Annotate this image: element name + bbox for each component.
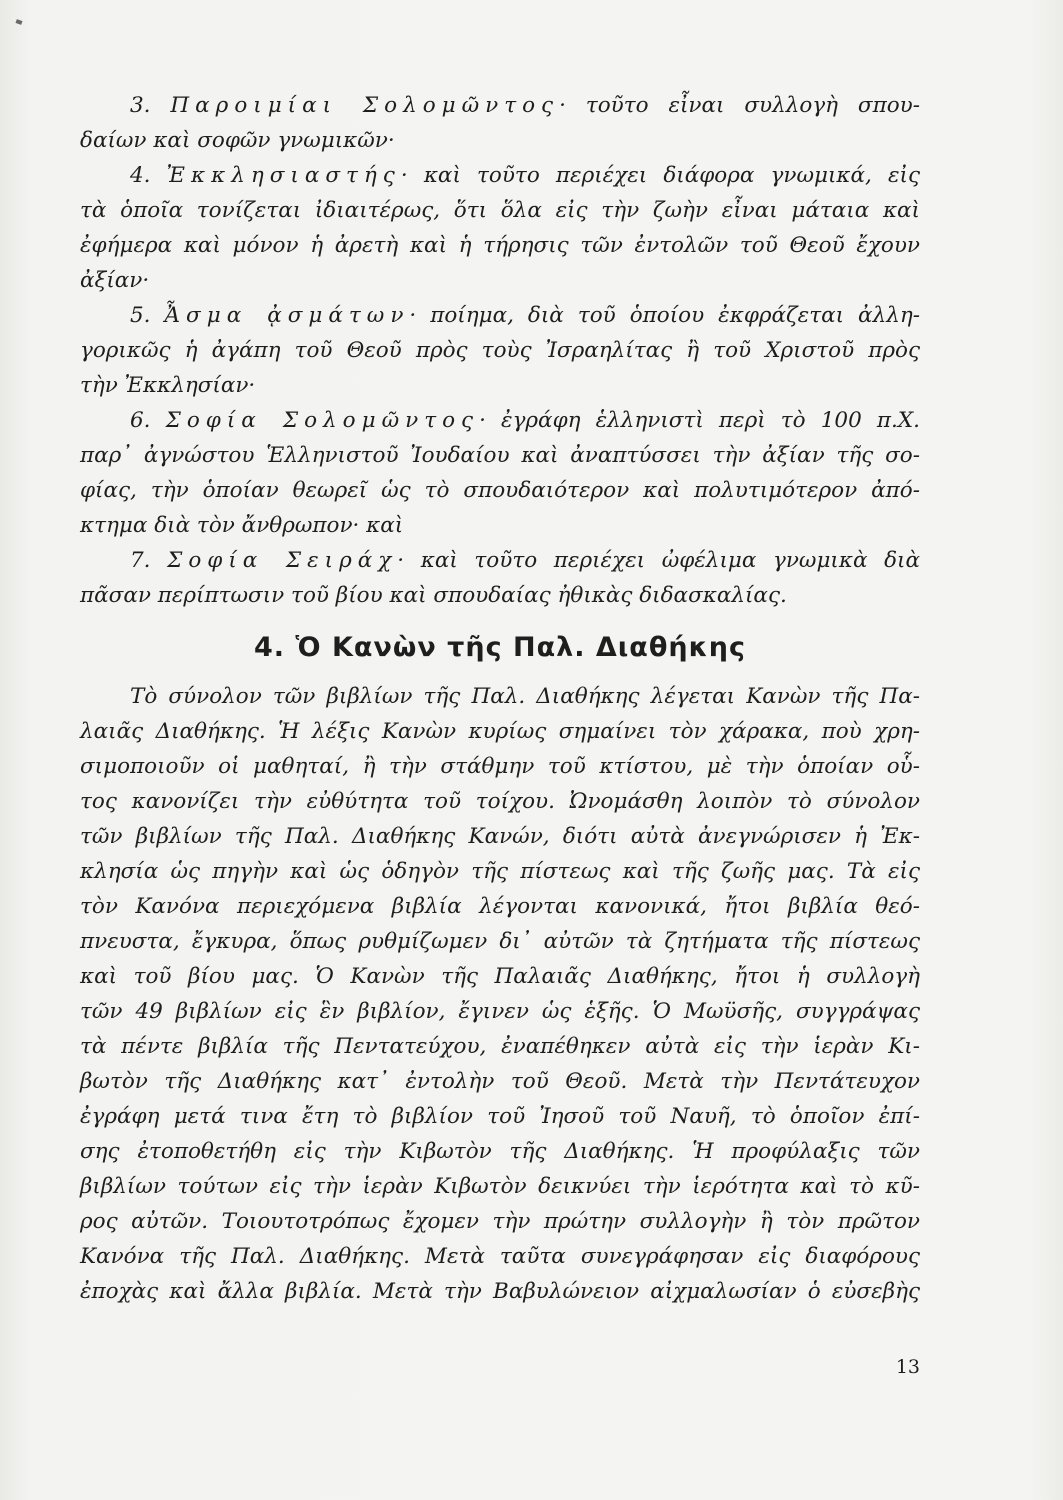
list-item-6: 6. Σοφία Σολομῶντος· ἐγράφη ἑλληνιστὶ περὶ τὸ 100 π.Χ. [130, 408, 920, 433]
list-item-7: 7. Σοφία Σειράχ· καὶ τοῦτο περιέχει ὠφέλιμα γνωμικὰ διὰ [130, 548, 920, 573]
body-line: λαιᾶς Διαθήκης. Ἡ λέξις Κανὼν κυρίως σημαίνει τὸν χάρακα, ποὺ χρη- [80, 719, 920, 744]
text-line: δαίων καὶ σοφῶν γνωμικῶν· [80, 128, 395, 153]
body-line: ρος αὐτῶν. Τοιουτοτρόπως ἔχομεν τὴν πρώτην συλλογὴν ἢ τὸν πρῶτον [80, 1209, 920, 1234]
text-line: πᾶσαν περίπτωσιν τοῦ βίου καὶ σπουδαίας ἠθικὰς διδασκαλίας. [80, 583, 787, 608]
text-line: τὰ ὁποῖα τονίζεται ἰδιαιτέρως, ὅτι ὅλα εἰς τὴν ζωὴν εἶναι μάταια καὶ [80, 198, 920, 223]
body-line: τὸν Κανόνα περιεχόμενα βιβλία λέγονται κανονικά, ἤτοι βιβλία θεό- [80, 894, 920, 919]
margin-mark [15, 19, 22, 25]
text-line: ἐφήμερα καὶ μόνον ἡ ἀρετὴ καὶ ἡ τήρησις τῶν ἐντολῶν τοῦ Θεοῦ ἔχουν [80, 233, 920, 258]
body-line: τῶν βιβλίων τῆς Παλ. Διαθήκης Κανών, διότι αὐτὰ ἀνεγνώρισεν ἡ Ἐκ- [80, 824, 920, 849]
body-line: σιμοποιοῦν οἱ μαθηταί, ἢ τὴν στάθμην τοῦ κτίστου, μὲ τὴν ὁποίαν οὗ- [80, 754, 920, 779]
body-line: ἐγράφη μετά τινα ἔτη τὸ βιβλίον τοῦ Ἰησοῦ τοῦ Ναυῆ, τὸ ὁποῖον ἐπί- [80, 1104, 920, 1129]
body-line: βωτὸν τῆς Διαθήκης κατ᾽ ἐντολὴν τοῦ Θεοῦ. Μετὰ τὴν Πεντάτευχον [80, 1069, 920, 1094]
body-line: κλησία ὡς πηγὴν καὶ ὡς ὁδηγὸν τῆς πίστεως καὶ τῆς ζωῆς μας. Τὰ εἰς [80, 859, 920, 884]
body-line: πνευστα, ἔγκυρα, ὅπως ρυθμίζωμεν δι᾽ αὐτῶν τὰ ζητήματα τῆς πίστεως [80, 929, 920, 954]
body-line: τῶν 49 βιβλίων εἰς ἓν βιβλίον, ἔγινεν ὡς ἑξῆς. Ὁ Μωϋσῆς, συγγράψας [80, 999, 920, 1024]
text-line: φίας, τὴν ὁποίαν θεωρεῖ ὡς τὸ σπουδαιότερον καὶ πολυτιμότερον ἀπό- [80, 478, 920, 503]
page-number: 13 [895, 1356, 920, 1378]
page-text [80, 88, 920, 1309]
list-item-5: 5. Ἆσμα ᾀσμάτων· ποίημα, διὰ τοῦ ὁποίου ἐκφράζεται ἀλλη- [130, 303, 920, 328]
text-line: κτημα διὰ τὸν ἄνθρωπον· καὶ [80, 513, 404, 538]
text-line: παρ᾽ ἀγνώστου Ἑλληνιστοῦ Ἰουδαίου καὶ ἀναπτύσσει τὴν ἀξίαν τῆς σο- [80, 443, 920, 468]
body-line: ἐποχὰς καὶ ἄλλα βιβλία. Μετὰ τὴν Βαβυλώνειον αἰχμαλωσίαν ὁ εὐσεβὴς [80, 1279, 920, 1304]
list-item-3: 3. Παροιμίαι Σολομῶντος· τοῦτο εἶναι συλλογὴ σπου- [130, 93, 920, 118]
text-line: ἀξίαν· [80, 268, 150, 293]
body-line: βιβλίων τούτων εἰς τὴν ἱερὰν Κιβωτὸν δεικνύει τὴν ἱερότητα καὶ τὸ κῦ- [80, 1174, 920, 1199]
section-heading: 4. Ὁ Κανὼν τῆς Παλ. Διαθήκης [253, 632, 747, 663]
body-line: σης ἐτοποθετήθη εἰς τὴν Κιβωτὸν τῆς Διαθήκης. Ἡ προφύλαξις τῶν [80, 1139, 920, 1164]
body-line: Κανόνα τῆς Παλ. Διαθήκης. Μετὰ ταῦτα συνεγράφησαν εἰς διαφόρους [80, 1244, 920, 1269]
body-line: καὶ τοῦ βίου μας. Ὁ Κανὼν τῆς Παλαιᾶς Διαθήκης, ἤτοι ἡ συλλογὴ [80, 964, 920, 989]
text-line: γορικῶς ἡ ἀγάπη τοῦ Θεοῦ πρὸς τοὺς Ἰσραηλίτας ἢ τοῦ Χριστοῦ πρὸς [80, 338, 920, 363]
text-line: τὴν Ἐκκλησίαν· [80, 373, 256, 398]
list-item-4: 4. Ἐκκλησιαστής· καὶ τοῦτο περιέχει διάφορα γνωμικά, εἰς [130, 163, 920, 188]
body-line: τος κανονίζει τὴν εὐθύτητα τοῦ τοίχου. Ὠνομάσθη λοιπὸν τὸ σύνολον [80, 789, 920, 814]
body-line: Τὸ σύνολον τῶν βιβλίων τῆς Παλ. Διαθήκης λέγεται Κανὼν τῆς Πα- [130, 684, 920, 709]
body-line: τὰ πέντε βιβλία τῆς Πεντατεύχου, ἐναπέθηκεν αὐτὰ εἰς τὴν ἱερὰν Κι- [80, 1034, 920, 1059]
